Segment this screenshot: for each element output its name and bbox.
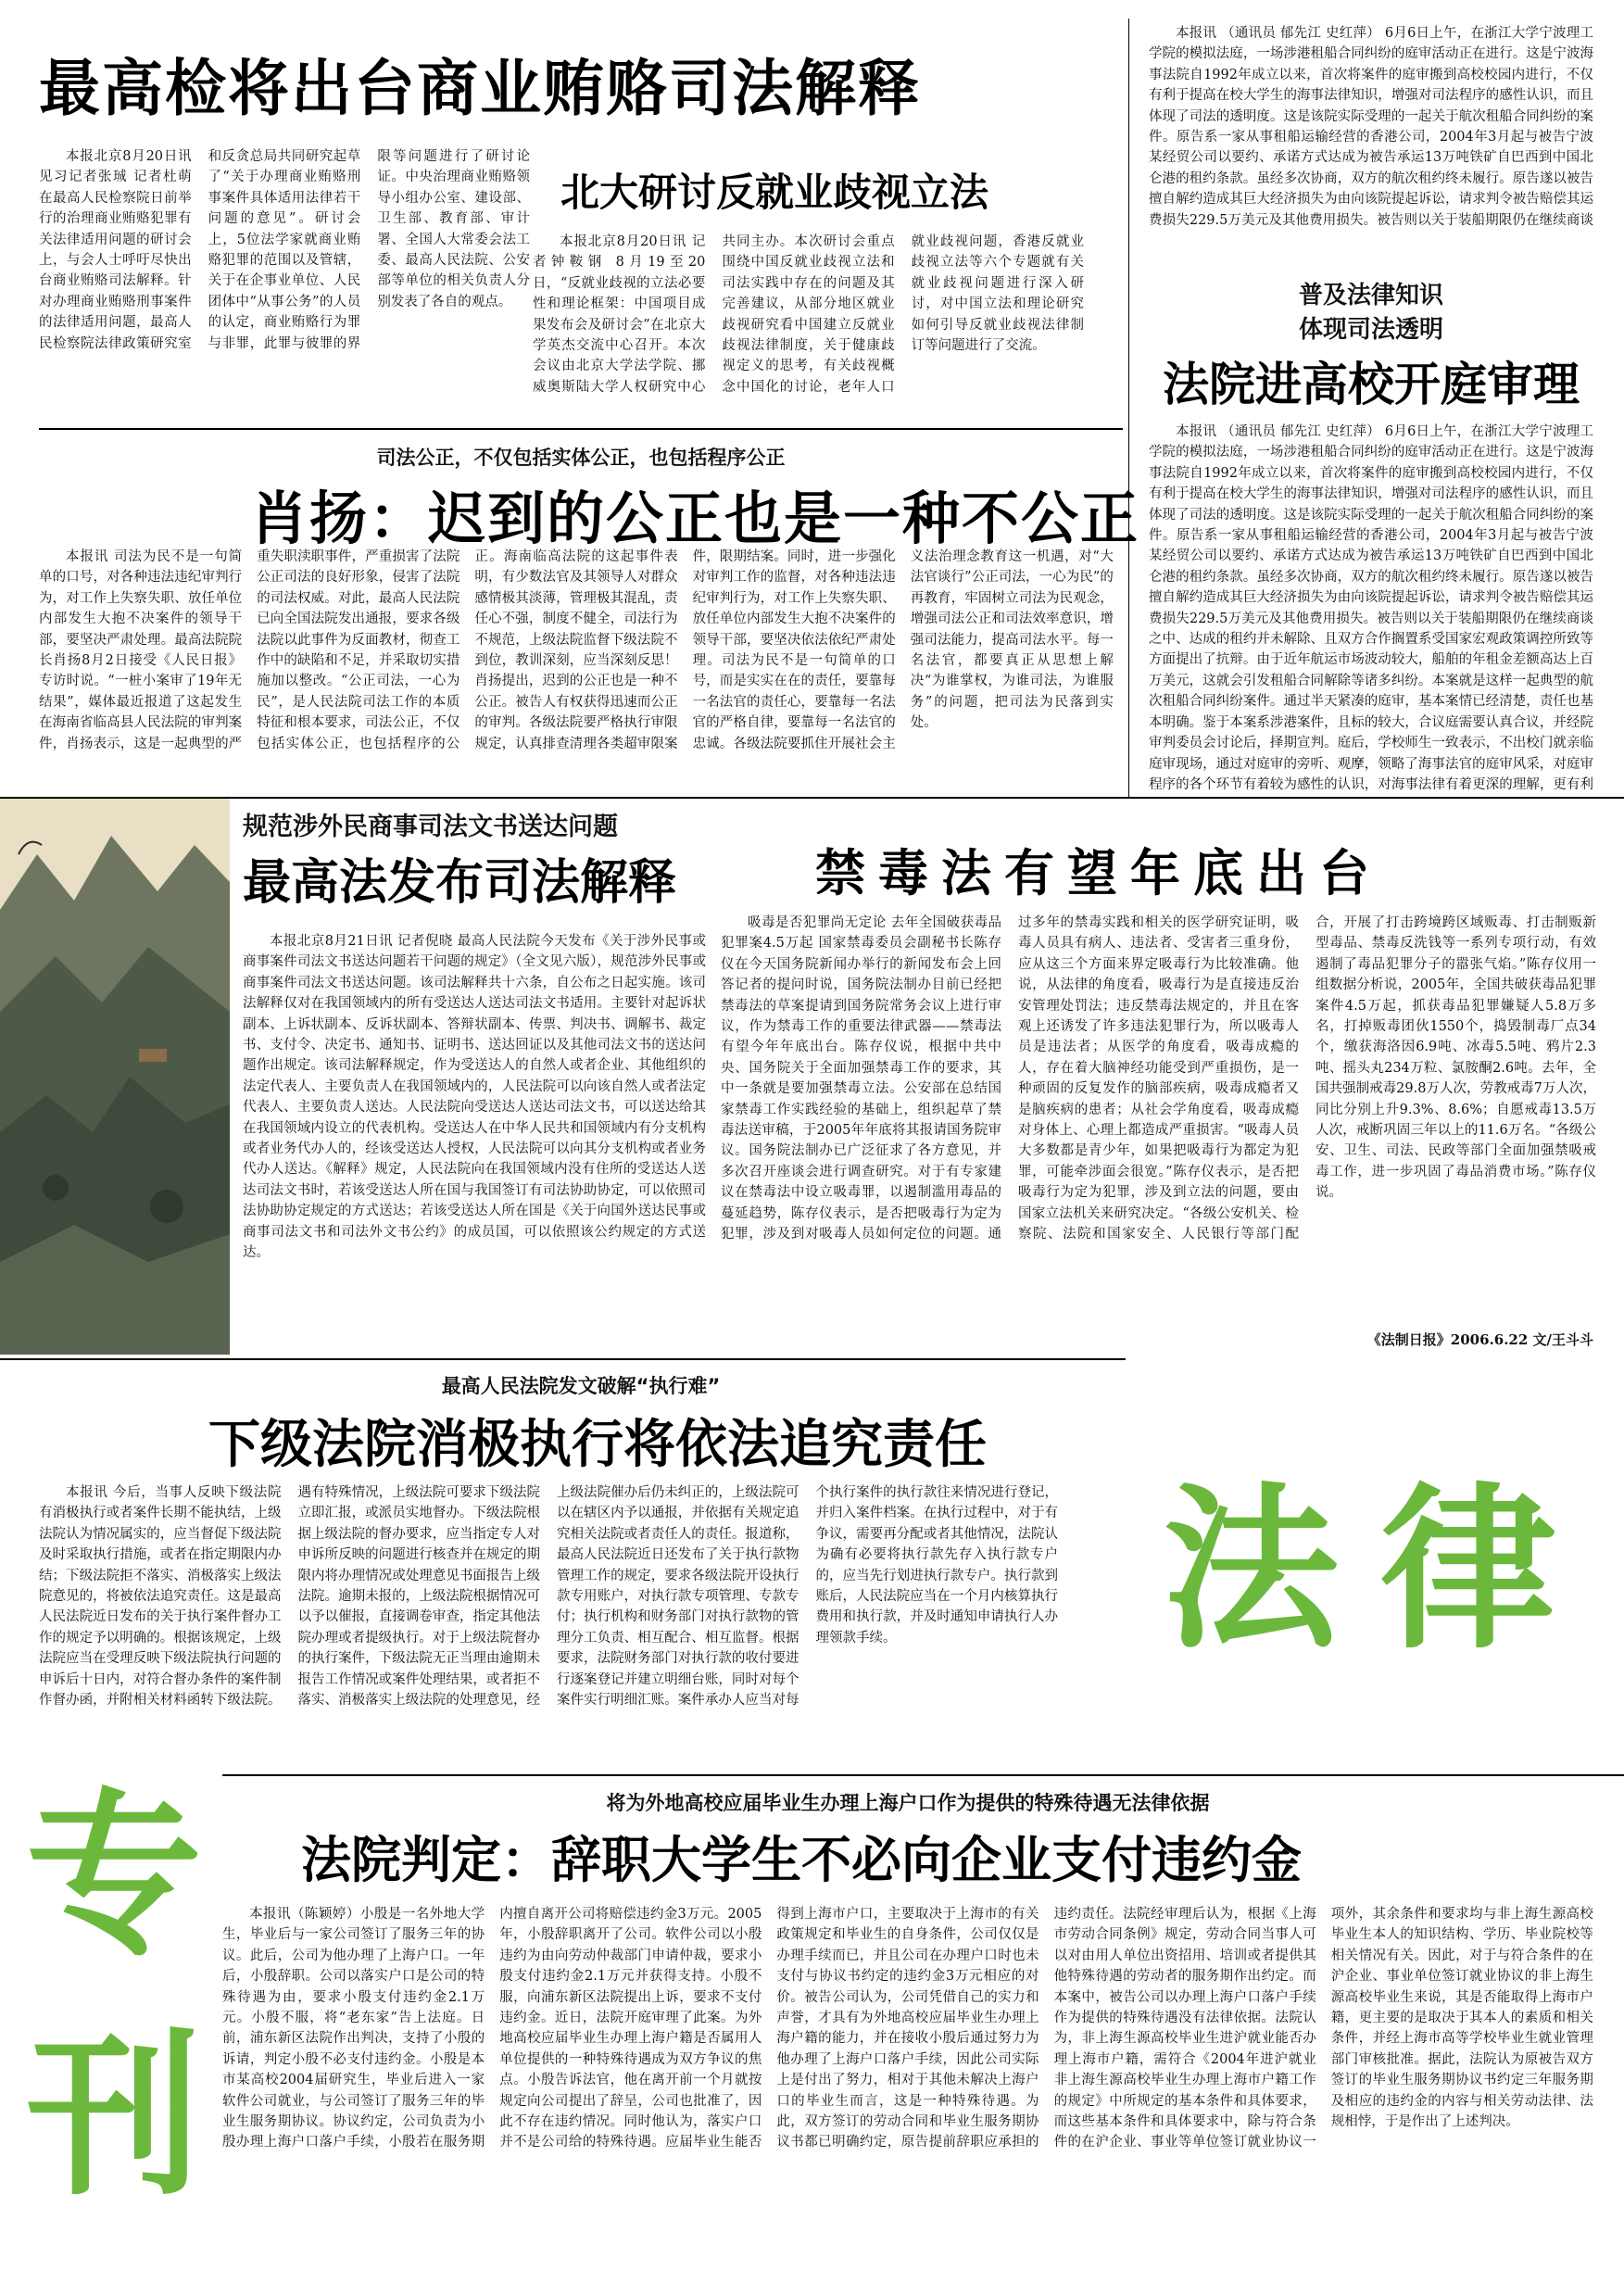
big-char-kan: 刊: [26, 2014, 203, 2219]
landscape-painting-image: [0, 799, 230, 1355]
article-open-court-lead: 本报讯 （通讯员 郁先江 史红萍） 6月6日上午，在浙江大学宁波理工学院的模拟法庭，一场涉港租船合同纠纷的庭审活动正在进行。这是宁波海事法院自1992年成立以来，首次将案件的庭审搬到高校校园内进行，不仅有利于提高在校大学生的海事法律知识，增强对司法程序的感性认识，而且体现了司法的透明度。这是该院实际受理的一起关于航次租船合同纠纷的案件。原告系一家从事租船运输经营的香港公司，2004年3月起与被告宁波某经贸公司以要约、承诺方式达成为被告承运13万吨铁矿自巴西到中国北仑港的租约条款。虽经多次协商，双方的航次租约终未履行。原告遂以被告擅自解约造成其巨大经济损失为由向该院提起诉讼，请求判令被告赔偿其运费损失229.5万美元及其他费用损失。被告则以关于装船期限仍在继续商谈: [1149, 26, 1593, 228]
headline-enforcement: 下级法院消极执行将依法追究责任: [208, 1415, 987, 1475]
headline-drug-law: 禁毒法有望年底出台: [815, 844, 1382, 902]
kicker-open-court-2: 体现司法透明: [1298, 316, 1443, 344]
article-commercial-bribery-body: 本报北京8月20日讯 见习记者张珹 记者杜萌 在最高人民检察院日前举行的治理商业贿赂犯罪有关法律适用问题的研讨会上，与会人士呼吁尽快出台商业贿赂司法解释。针对办理商业贿赂刑事案件的法律适用问题，最高人民检察院法律政策研究室和反贪总局共同研究起草了“关于办理商业贿赂刑事案件具体适用法律若干问题的意见”。研讨会上，5位法学家就商业贿赂犯罪的范围以及管辖，关于在企事业单位、人民团体中“从事公务”的人员的认定，商业贿赂行为罪与非罪，此罪与彼罪的界限等问题进行了研讨论证。中央治理商业贿赂领导小组办公室、建设部、卫生部、教育部、审计署、全国人大常委会法工委、最高人民法院、公安部等单位的相关负责人分别发表了各自的观点。: [39, 149, 530, 351]
rule-bottom: [222, 1774, 1624, 1776]
headline-foreign-service: 最高法发布司法解释: [243, 855, 677, 911]
article-enforcement-body: 本报讯 今后，当事人反映下级法院有消极执行或者案件长期不能执结，上级法院认为情况属实的，应当督促下级法院及时采取执行措施，或者在指定期限内办结；下级法院拒不落实、消极落实上级法院意见的，将被依法追究责任。这是最高人民法院近日发布的关于执行案件督办工作的规定予以明确的。根据该规定，上级法院应当在受理反映下级法院执行问题的申诉后十日内，对符合督办条件的案件制作督办函，并附相关材料函转下级法院。遇有特殊情况，上级法院可要求下级法院立即汇报，或派员实地督办。下级法院根据上级法院的督办要求，应当指定专人对申诉所反映的问题进行核查并在规定的期限内将办理情况或处理意见书面报告上级法院。逾期未报的，上级法院根据情况可以予以催报，直接调卷审查，指定其他法院办理或者提级执行。对于上级法院督办的执行案件，下级法院无正当理由逾期未报告工作情况或案件处理结果，或者拒不落实、消极落实上级法院的处理意见，经上级法院催办后仍未纠正的，上级法院可以在辖区内予以通报，并依据有关规定追究相关法院或者责任人的责任。报道称，最高人民法院近日还发布了关于执行款物管理工作的规定，要求各级法院开设执行款专用账户，对执行款专项管理、专款专付；执行机构和财务部门对执行款物的管理分工负责、相互配合、相互监督。根据要求，法院财务部门对执行款的收付要进行逐案登记并建立明细台账，同时对每个案件实行明细汇账。案件承办人应当对每个执行案件的执行款往来情况进行登记，并归入案件档案。在执行过程中，对于有争议，需要再分配或者其他情况，法院认为确有必要将执行款先存入执行款专户的，应当先行划进执行款专户。执行款到账后，人民法院应当在一个月内核算执行费用和执行款，并及时通知申请执行人办理领款手续。: [39, 1485, 1058, 1709]
rule-mid-2: [0, 1358, 1126, 1360]
big-char-lv: 律: [1380, 1468, 1557, 1672]
big-char-fa: 法: [1163, 1468, 1340, 1672]
article-drug-law-body: 吸毒是否犯罪尚无定论 去年全国破获毒品犯罪案4.5万起 国家禁毒委员会副秘书长陈存仪在今天国务院新闻办举行的新闻发布会上回答记者的提问时说，国务院法制办目前已经把禁毒法的草案提请到国务院常务会议上进行审议，作为禁毒工作的重要法律武器——禁毒法有望今年年底出台。陈存仪说，根据中共中央、国务院关于全面加强禁毒工作的要求，其中一条就是要加强禁毒立法。公安部在总结国家禁毒工作实践经验的基础上，组织起草了禁毒法送审稿，于2005年年底将其报请国务院审议。国务院法制办已广泛征求了各方意见，并多次召开座谈会进行调查研究。对于有专家建议在禁毒法中设立吸毒罪，以遏制滥用毒品的蔓延趋势，陈存仪表示，是否把吸毒行为定为犯罪，涉及到对吸毒人员如何定位的问题。通过多年的禁毒实践和相关的医学研究证明，吸毒人员具有病人、违法者、受害者三重身份，应从这三个方面来界定吸毒行为比较准确。他说，从法律的角度看，吸毒行为是直接违反治安管理处罚法；违反禁毒法规定的，并且在客观上还诱发了许多违法犯罪行为，所以吸毒人员是违法者；从医学的角度看，吸毒成瘾的人，存在着大脑神经功能受到严重损伤，是一种顽固的反复发作的脑部疾病，吸毒成瘾者又是脑疾病的患者；从社会学角度看，吸毒成瘾对身体上、心理上都造成严重损害。“吸毒人员大多数都是青少年，如果把吸毒行为都定为犯罪，可能牵涉面会很宽。”陈存仪表示，是否把吸毒行为定为犯罪，涉及到立法的问题，要由国家立法机关来研究决定。“各级公安机关、检察院、法院和国家安全、人民银行等部门配合，开展了打击跨境跨区域贩毒、打击制贩新型毒品、禁毒反洗钱等一系列专项行动，有效遏制了毒品犯罪分子的嚣张气焰。”陈存仪用一组数据分析说，2005年，全国共破获毒品犯罪案件4.5万起，抓获毒品犯罪嫌疑人5.8万多名，打掉贩毒团伙1550个，捣毁制毒厂点34个，缴获海洛因6.9吨、冰毒5.5吨、鸦片2.3吨、摇头丸234万粒、氯胺酮2.6吨。去年，全国共强制戒毒29.8万人次，劳教戒毒7万人次，同比分别上升9.3%、8.6%；自愿戒毒13.5万人次，戒断巩固三年以上的11.6万名。“各级公安、卫生、司法、民政等部门全面加强禁吸戒毒工作，进一步巩固了毒品消费市场。”陈存仪说。: [721, 915, 1596, 1242]
article-xiaoyang-body: 本报讯 司法为民不是一句简单的口号，对各种违法违纪审判行为，对工作上失察失职、放任单位内部发生大抱不决案件的领导干部，要坚决严肃处理。最高法院院长肖扬8月2日接受《人民日报》专访时说。“一桩小案审了19年无结果”，媒体最近报道了这起发生在海南省临高县人民法院的审判案件，肖扬表示，这是一起典型的严重失职渎职事件，严重损害了法院公正司法的良好形象，侵害了法院的司法权威。对此，最高人民法院已向全国法院发出通报，要求各级法院以此事件为反面教材，彻查工作中的缺陷和不足，并采取切实措施加以整改。“公正司法，一心为民”，是人民法院司法工作的本质特征和根本要求，司法公正，不仅包括实体公正，也包括程序的公正。海南临高法院的这起事件表明，有少数法官及其领导人对群众感情极其淡薄，管理极其混乱，责任心不强，制度不健全，司法行为不规范，上级法院监督下级法院不到位，教训深刻，应当深刻反思！肖扬提出，迟到的公正也是一种不公正。被告人有权获得迅速而公正的审判。各级法院要严格执行审限规定，认真排查清理各类超审限案件，限期结案。同时，进一步强化对审判工作的监督，对各种违法违纪审判行为，对工作上失察失职、放任单位内部发生大抱不决案件的领导干部，要坚决依法依纪严肃处理。司法为民不是一句简单的口号，而是实实在在的责任，要靠每一名法官的责任心，要靠每一名法官的严格自律，要靠每一名法官的忠诚。各级法院要抓住开展社会主义法治理念教育这一机遇，对“大法官谈行”公正司法，一心为民”的再教育，牢固树立司法为民观念，增强司法公正和司法效率意识，增强司法能力，提高司法水平。每一名法官，都要真正从思想上解决“为谁掌权，为谁司法，为谁服务”的问题，把司法为民落到实处。: [39, 549, 1114, 751]
kicker-open-court-1: 普及法律知识: [1298, 282, 1443, 309]
headline-open-court: 法院进高校开庭审理: [1163, 358, 1580, 411]
headline-commercial-bribery: 最高检将出台商业贿赂司法解释: [39, 53, 921, 124]
article-graduate-body: 本报讯（陈颖婷）小殷是一名外地大学生，毕业后与一家公司签订了服务三年的协议。此后，公司为他办理了上海户口。一年后，小殷辞职。公司以落实户口是公司的特殊待遇为由，要求小殷支付违约金2.1万元。小殷不服，将“老东家”告上法庭。日前，浦东新区法院作出判决，支持了小殷的诉请，判定小殷不必支付违约金。小殷是本市某高校2004届研究生，毕业后进入一家软件公司就业，与公司签订了服务三年的毕业生服务期协议。协议约定，公司负责为小殷办理上海户口落户手续，小殷若在服务期内擅自离开公司将赔偿违约金3万元。2005年，小殷辞职离开了公司。软件公司以小殷违约为由向劳动仲裁部门申请仲裁，要求小殷支付违约金2.1万元并获得支持。小殷不服，向浦东新区法院提出上诉，要求不支付违约金。近日，法院开庭审理了此案。为外地高校应届毕业生办理上海户籍是否属用人单位提供的一种特殊待遇成为双方争议的焦点。小殷告诉法官，他在离开前一个月就按规定向公司提出了辞呈，公司也批准了，因此不存在违约情况。同时他认为，落实户口并不是公司给的特殊待遇。应届毕业生能否得到上海市户口，主要取决于上海市的有关政策规定和毕业生的自身条件，公司仅仅是办理手续而已，并且公司在办理户口时也未支付与协议书约定的违约金3万元相应的对价。被告公司认为，公司凭借自己的实力和声誉，才具有为外地高校应届毕业生办理上海户籍的能力，并在接收小殷后通过努力为他办理了上海户口落户手续，因此公司实际上是付出了努力，相对于其他未解决上海户口的毕业生而言，这是一种特殊待遇。为此，双方签订的劳动合同和毕业生服务期协议书都已明确约定，原告提前辞职应承担的违约责任。法院经审理后认为，根据《上海市劳动合同条例》规定，劳动合同当事人可以对由用人单位出资招用、培训或者提供其他特殊待遇的劳动者的服务期作出约定。而本案中，被告公司以办理上海户口落户手续作为提供的特殊待遇没有法律依据。法院认为，非上海生源高校毕业生进沪就业能否办理上海市户籍，需符合《2004年进沪就业非上海生源高校毕业生办理上海市户籍工作的规定》中所规定的基本条件和具体要求，而这些基本条件和具体要求中，除与符合条件的在沪企业、事业等单位签订就业协议一项外，其余条件和要求均与非上海生源高校毕业生本人的知识结构、学历、毕业院校等相关情况有关。因此，对于与符合条件的在沪企业、事业单位签订就业协议的非上海生源高校毕业生来说，其是否能取得上海市户籍，更主要的是取决于其本人的素质和相关条件，并经上海市高等学校毕业生就业管理部门审核批准。据此，法院认为原被告双方签订的毕业生服务期协议书约定三年服务期及相应的违约金的内容与相关劳动法律、法规相悖，于是作出了上述判决。: [222, 1907, 1593, 2150]
headline-graduate: 法院判定：辞职大学生不必向企业支付违约金: [301, 1831, 1302, 1889]
article-drug-law-source: 《法制日报》2006.6.22 文/王斗斗: [1366, 1331, 1593, 1348]
column-divider: [1128, 19, 1129, 797]
headline-xiaoyang: 肖扬：迟到的公正也是一种不公正: [250, 485, 1140, 552]
kicker-graduate: 将为外地高校应届毕业生办理上海户口作为提供的特殊待遇无法律依据: [606, 1792, 1210, 1814]
big-char-zhuan: 专: [26, 1773, 203, 1978]
kicker-xiaoyang: 司法公正，不仅包括实体公正，也包括程序公正: [376, 447, 786, 469]
headline-peking-univ: 北大研讨反就业歧视立法: [560, 170, 989, 215]
article-foreign-service-body: 本报北京8月21日讯 记者倪晓 最高人民法院今天发布《关于涉外民事或商事案件司法文书送达问题若干问题的规定》（全文见六版），规范涉外民事或商事案件司法文书送达问题。该司法解释共十六条，自公布之日起实施。该司法解释仅对在我国领域内的所有受送达人送达司法文书适用。主要针对起诉状副本、上诉状副本、反诉状副本、答辩状副本、传票、判决书、调解书、裁定书、支付令、决定书、通知书、证明书、送达回证以及其他司法文书的送达问题作出规定。该司法解释规定，作为受送达人的自然人或者企业、其他组织的法定代表人、主要负责人在我国领域内的，人民法院可以向该自然人或者法定代表人、主要负责人送达。人民法院向受送达人送达司法文书，可以送达给其在我国领域内设立的代表机构。受送达人在中华人民共和国领域内有分支机构或者业务代办人的，经该受送达人授权，人民法院可以向其分支机构或者业务代办人送达。《解释》规定，人民法院向在我国领域内没有住所的受送达人送达司法文书时，若该受送达人所在国与我国签订有司法协助协定，可以依照司法协助协定规定的方式送达；若该受送达人所在国是《关于向国外送达民事或商事司法文书和司法外文书公约》的成员国，可以依照该公约规定的方式送达。: [243, 934, 706, 1261]
kicker-foreign-service: 规范涉外民商事司法文书送达问题: [243, 813, 618, 841]
rule-mid-1: [0, 797, 1624, 799]
article-open-court-body: 本报讯 （通讯员 郁先江 史红萍） 6月6日上午，在浙江大学宁波理工学院的模拟法庭，一场涉港租船合同纠纷的庭审活动正在进行。这是宁波海事法院自1992年成立以来，首次将案件的庭审搬到高校校园内进行，不仅有利于提高在校大学生的海事法律知识，增强对司法程序的感性认识，而且体现了司法的透明度。这是该院实际受理的一起关于航次租船合同纠纷的案件。原告系一家从事租船运输经营的香港公司，2004年3月起与被告宁波某经贸公司以要约、承诺方式达成为被告承运13万吨铁矿自巴西到中国北仑港的租约条款。虽经多次协商，双方的航次租约终未履行。原告遂以被告擅自解约造成其巨大经济损失为由向该院提起诉讼，请求判令被告赔偿其运费损失229.5万美元及其他费用损失。被告则以关于装船期限仍在继续商谈之中、达成的租约并未解除、且双方合作搁置系受国家宏观政策调控所致等方面提出了抗辩。由于近年航运市场波动较大，船舶的年租金差额高达上百万美元，这就会引发租船合同解除等诸多纠纷。本案就是这样一起典型的航次租船合同纠纷案件。通过半天紧凑的庭审，基本案情已经清楚，责任也基本明确。鉴于本案系涉港案件，且标的较大，合议庭需要认真合议，并经院审判委员会讨论后，择期宣判。庭后，学校师生一致表示，不出校门就亲临庭审现场，通过对庭审的旁听、观摩，领略了海事法官的庭审风采，对庭审程序的各个环节有着较为感性的认识，对海事法律有着更深的理解，更有利: [1149, 424, 1593, 792]
kicker-enforcement: 最高人民法院发文破解“执行难”: [441, 1375, 721, 1397]
article-peking-univ-body: 本报北京8月20日讯 记者钟鞍钢 8月19至20日，“反就业歧视的立法必要性和理论框架：中国项目成果发布会及研讨会”在北京大学英杰交流中心召开。本次会议由北京大学法学院、挪威奥斯陆大学人权研究中心共同主办。本次研讨会重点围绕中国反就业歧视立法和司法实践中存在的问题及其完善建议，从部分地区就业歧视研究看中国建立反就业歧视法律制度，关于健康歧视定义的思考，有关歧视概念中国化的讨论，老年人口就业歧视问题，香港反就业歧视立法等六个专题就有关就业歧视问题进行深入研讨，对中国立法和理论研究如何引导反就业歧视法律制订等问题进行了交流。: [533, 234, 1084, 395]
rule-top-xiaoyang: [39, 428, 1123, 430]
